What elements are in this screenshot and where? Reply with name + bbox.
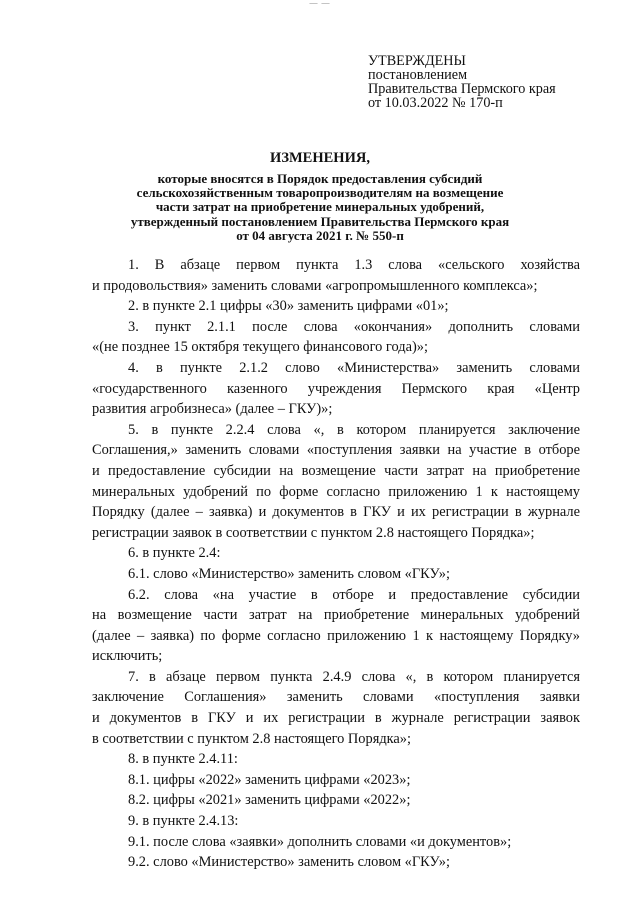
body-line: 1. В абзаце первом пункта 1.3 слова «сельского хозяйства [128,257,580,273]
approval-line-date-number: от 10.03.2022 № 170-п [368,95,503,111]
amendment-item-7 [92,667,580,749]
body-line: «государственного казенного учреждения Пермского края «Центр [92,380,580,397]
body-line: и предоставление субсидии на возмещение части затрат на приобретение [92,462,580,479]
body-line: в соответствии с пунктом 2.8 настоящего Порядка»; [92,730,411,747]
amendment-item-6-2 [92,585,580,667]
amendment-item-3 [92,317,580,358]
amendment-item-5 [92,420,580,544]
amendment-item-9 [92,811,580,832]
subtitle-line: части затрат на приобретение минеральных удобрений, [155,199,485,215]
body-line: 6.2. слова «на участие в отборе и предоставление субсидии [128,586,580,603]
approval-line-decree: постановлением [368,67,468,83]
amendment-item-9-1 [92,832,580,853]
document-body [92,255,580,873]
page-top-mark: — — [309,0,331,7]
amendment-item-9-2 [92,852,580,873]
document-subtitle [100,172,540,243]
amendment-item-8-2 [92,790,580,811]
amendment-item-1 [92,255,580,296]
subtitle-line: сельскохозяйственным товаропроизводителям на возмещение [136,185,504,201]
body-line: 6. в пункте 2.4: [128,545,221,562]
body-line: 5. в пункте 2.2.4 слова «, в котором планируется заключение [128,421,580,438]
subtitle-line: утвержденный постановлением Правительства Пермского края [130,213,510,229]
body-line: 8.2. цифры «2021» заменить цифрами «2022»; [128,792,411,809]
subtitle-line: от 04 августа 2021 г. № 550-п [236,227,404,243]
amendment-item-4 [92,358,580,420]
body-line: развития агробизнеса» (далее – ГКУ)»; [92,401,333,418]
body-line: Порядку (далее – заявка) и документов в ГКУ и их регистрации в журнале [92,504,580,521]
body-line: на возмещение части затрат на приобретение минеральных удобрений [92,607,580,624]
approval-heading: УТВЕРЖДЕНЫ [368,53,466,69]
amendment-item-2 [92,296,580,317]
body-line: 2. в пункте 2.1 цифры «30» заменить цифрами «01»; [128,298,449,315]
body-line: регистрации заявок в соответствии с пунктом 2.8 настоящего Порядка»; [92,524,535,541]
body-line: 8. в пункте 2.4.11: [128,751,238,768]
amendment-item-6 [92,543,580,564]
body-line: Соглашения,» заменить словами «поступления заявки на участие в отборе [92,442,580,459]
body-line: 9. в пункте 2.4.13: [128,813,239,830]
body-line: минеральных удобрений по форме согласно приложению 1 к настоящему [92,483,580,500]
body-line: (далее – заявка) по форме согласно приложению 1 к настоящему Порядку» [92,627,580,644]
body-line: 7. в абзаце первом пункта 2.4.9 слова «, в котором планируется [128,668,580,685]
body-line: исключить; [92,648,163,665]
body-line: заключение Соглашения» заменить словами «поступления заявки [92,689,580,706]
approval-line-government: Правительства Пермского края [368,81,556,97]
amendment-item-8 [92,749,580,770]
body-line: 9.1. после слова «заявки» дополнить словами «и документов»; [128,833,512,850]
document-title: ИЗМЕНЕНИЯ, [270,150,370,166]
body-line: 9.2. слово «Министерство» заменить словом «ГКУ»; [128,854,450,871]
body-line: «(не позднее 15 октября текущего финансового года)»; [92,339,428,356]
body-line: 6.1. слово «Министерство» заменить словом «ГКУ»; [128,565,450,582]
amendment-item-6-1 [92,564,580,585]
approval-stamp-block [368,54,556,110]
body-line: 8.1. цифры «2022» заменить цифрами «2023»; [128,771,411,788]
body-line: 4. в пункте 2.1.2 слово «Министерства» заменить словами [128,359,580,376]
subtitle-line: которые вносятся в Порядок предоставления субсидий [157,171,483,186]
body-line: и документов в ГКУ и их регистрации в журнале регистрации заявок [92,710,580,727]
body-line: и продовольствия» заменить словами «агропромышленного комплекса»; [92,277,538,294]
body-line: 3. пункт 2.1.1 после слова «окончания» дополнить словами [128,318,580,335]
amendment-item-8-1 [92,770,580,791]
